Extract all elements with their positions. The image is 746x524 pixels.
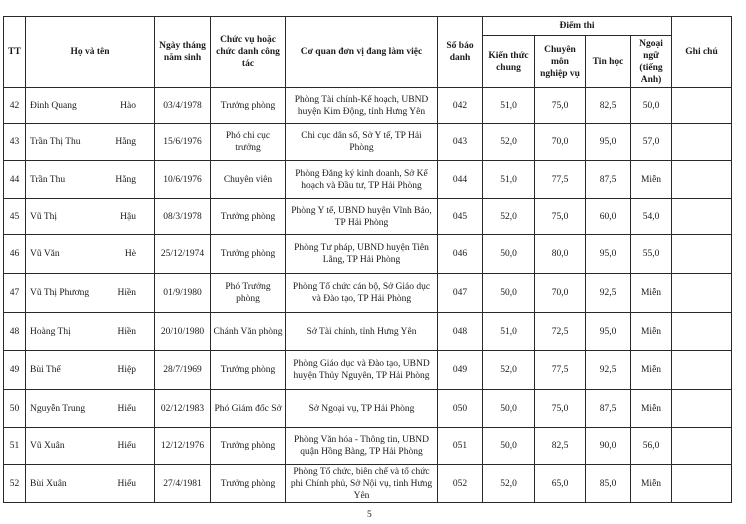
cell-general: 52,0 — [483, 351, 535, 390]
first-name: Hằng — [115, 137, 136, 147]
cell-sbd: 051 — [438, 428, 483, 465]
cell-specialty: 72,5 — [535, 313, 586, 351]
cell-it: 60,0 — [586, 199, 631, 235]
cell-sbd: 045 — [438, 199, 483, 235]
cell-dob: 01/9/1980 — [155, 274, 211, 313]
cell-general: 51,0 — [483, 161, 535, 199]
header-notes: Ghi chú — [672, 17, 732, 88]
cell-general: 50,0 — [483, 274, 535, 313]
cell-note — [672, 124, 732, 161]
cell-specialty: 75,0 — [535, 199, 586, 235]
first-name: Hè — [124, 249, 136, 259]
cell-note — [672, 390, 732, 428]
cell-sbd: 043 — [438, 124, 483, 161]
cell-it: 95,0 — [586, 313, 631, 351]
cell-english: Miễn — [631, 351, 672, 390]
cell-tt: 44 — [4, 161, 26, 199]
last-name: Vũ Văn — [30, 249, 60, 259]
first-name: Hiếu — [117, 441, 136, 451]
cell-tt: 43 — [4, 124, 26, 161]
cell-sbd: 044 — [438, 161, 483, 199]
last-name: Trần Thị Thu — [30, 137, 81, 147]
table-row — [4, 274, 732, 313]
cell-position: Phó Giám đốc Sở — [211, 390, 286, 428]
cell-workplace: Phòng Tổ chức cán bộ, Sở Giáo dục và Đào tạo, TP Hải Phòng — [286, 274, 438, 313]
cell-position: Trưởng phòng — [211, 199, 286, 235]
cell-name — [26, 199, 155, 235]
cell-workplace: Phòng Tổ chức, biên chế và tổ chức phi Chính phủ, Sở Nội vụ, tỉnh Hưng Yên — [286, 465, 438, 503]
last-name: Vũ Thị — [30, 211, 58, 222]
header-tt: TT — [4, 17, 26, 88]
cell-english: 54,0 — [631, 199, 672, 235]
cell-name — [26, 465, 155, 503]
last-name: Nguyễn Trung — [30, 403, 86, 414]
cell-dob: 03/4/1978 — [155, 88, 211, 124]
cell-position: Trưởng phòng — [211, 88, 286, 124]
cell-sbd: 049 — [438, 351, 483, 390]
cell-specialty: 70,0 — [535, 124, 586, 161]
last-name: Vũ Xuân — [30, 441, 65, 451]
cell-note — [672, 274, 732, 313]
header-scores: Điểm thi — [483, 17, 672, 36]
cell-workplace: Phòng Đăng ký kinh doanh, Sở Kế hoạch và Đầu tư, TP Hải Phòng — [286, 161, 438, 199]
cell-workplace: Phòng Tư pháp, UBND huyện Tiên Lãng, TP Hải Phòng — [286, 235, 438, 274]
cell-sbd: 050 — [438, 390, 483, 428]
table-row — [4, 313, 732, 351]
header-name: Họ và tên — [26, 17, 155, 88]
cell-general: 51,0 — [483, 313, 535, 351]
cell-tt: 49 — [4, 351, 26, 390]
cell-it: 87,5 — [586, 161, 631, 199]
first-name: Hiếu — [117, 478, 136, 489]
cell-tt: 47 — [4, 274, 26, 313]
cell-position: Trưởng phòng — [211, 465, 286, 503]
header-position: Chức vụ hoặc chức danh công tác — [211, 17, 286, 88]
cell-workplace: Phòng Tài chính-Kế hoạch, UBND huyện Kim Động, tỉnh Hưng Yên — [286, 88, 438, 124]
cell-sbd: 042 — [438, 88, 483, 124]
cell-english: Miễn — [631, 161, 672, 199]
header-english: Ngoại ngữ (tiếng Anh) — [631, 36, 672, 88]
cell-tt: 51 — [4, 428, 26, 465]
first-name: Hằng — [115, 174, 136, 185]
cell-note — [672, 313, 732, 351]
table-row — [4, 465, 732, 503]
cell-name — [26, 428, 155, 465]
cell-specialty: 70,0 — [535, 274, 586, 313]
cell-position: Trưởng phòng — [211, 351, 286, 390]
last-name: Đinh Quang — [30, 100, 77, 111]
cell-sbd: 046 — [438, 235, 483, 274]
cell-position: Trưởng phòng — [211, 428, 286, 465]
cell-workplace: Sở Ngoại vụ, TP Hải Phòng — [286, 390, 438, 428]
cell-name — [26, 161, 155, 199]
cell-general: 52,0 — [483, 465, 535, 503]
first-name: Hậu — [120, 211, 136, 222]
cell-it: 90,0 — [586, 428, 631, 465]
cell-english: Miễn — [631, 465, 672, 503]
header-dob: Ngày tháng năm sinh — [155, 17, 211, 88]
cell-general: 50,0 — [483, 235, 535, 274]
cell-position: Phó Trưởng phòng — [211, 274, 286, 313]
cell-position: Phó chi cục trưởng — [211, 124, 286, 161]
cell-dob: 27/4/1981 — [155, 465, 211, 503]
cell-workplace: Phòng Giáo dục và Đào tạo, UBND huyện Thủy Nguyên, TP Hải Phòng — [286, 351, 438, 390]
cell-tt: 42 — [4, 88, 26, 124]
cell-specialty: 80,0 — [535, 235, 586, 274]
header-workplace: Cơ quan đơn vị đang làm việc — [286, 17, 438, 88]
table-row — [4, 199, 732, 235]
cell-workplace: Phòng Văn hóa - Thông tin, UBND quận Hồng Bàng, TP Hải Phòng — [286, 428, 438, 465]
cell-it: 82,5 — [586, 88, 631, 124]
cell-it: 95,0 — [586, 124, 631, 161]
cell-name — [26, 313, 155, 351]
cell-note — [672, 428, 732, 465]
cell-dob: 08/3/1978 — [155, 199, 211, 235]
cell-general: 50,0 — [483, 390, 535, 428]
cell-name — [26, 88, 155, 124]
cell-note — [672, 351, 732, 390]
cell-tt: 52 — [4, 465, 26, 503]
cell-workplace: Phòng Y tế, UBND huyện Vĩnh Bảo, TP Hải Phòng — [286, 199, 438, 235]
table-row — [4, 428, 732, 465]
cell-note — [672, 235, 732, 274]
cell-name — [26, 390, 155, 428]
header-sbd: Số báo danh — [438, 17, 483, 88]
cell-english: Miễn — [631, 274, 672, 313]
table-row — [4, 235, 732, 274]
cell-english: Miễn — [631, 390, 672, 428]
cell-english: 50,0 — [631, 88, 672, 124]
header-general: Kiến thức chung — [483, 36, 535, 88]
table-row — [4, 161, 732, 199]
page-number: 5 — [367, 510, 372, 520]
cell-position: Chuyên viên — [211, 161, 286, 199]
cell-sbd: 052 — [438, 465, 483, 503]
last-name: Vũ Thị Phương — [30, 288, 90, 298]
cell-it: 87,5 — [586, 390, 631, 428]
cell-specialty: 77,5 — [535, 161, 586, 199]
cell-dob: 20/10/1980 — [155, 313, 211, 351]
cell-note — [672, 161, 732, 199]
cell-dob: 15/6/1976 — [155, 124, 211, 161]
first-name: Hiệp — [117, 365, 136, 375]
cell-name — [26, 235, 155, 274]
table-row — [4, 351, 732, 390]
table-row — [4, 88, 732, 124]
cell-note — [672, 88, 732, 124]
last-name: Trần Thu — [30, 174, 66, 185]
cell-dob: 10/6/1976 — [155, 161, 211, 199]
cell-workplace: Chi cục dân số, Sở Y tế, TP Hải Phòng — [286, 124, 438, 161]
first-name: Hào — [120, 100, 136, 111]
cell-it: 92,5 — [586, 274, 631, 313]
cell-name — [26, 124, 155, 161]
cell-it: 85,0 — [586, 465, 631, 503]
cell-specialty: 65,0 — [535, 465, 586, 503]
cell-general: 51,0 — [483, 88, 535, 124]
cell-specialty: 75,0 — [535, 88, 586, 124]
cell-it: 95,0 — [586, 235, 631, 274]
cell-workplace: Sở Tài chính, tỉnh Hưng Yên — [286, 313, 438, 351]
cell-tt: 48 — [4, 313, 26, 351]
first-name: Hiền — [117, 288, 136, 298]
cell-it: 92,5 — [586, 351, 631, 390]
cell-specialty: 82,5 — [535, 428, 586, 465]
cell-dob: 25/12/1974 — [155, 235, 211, 274]
cell-dob: 28/7/1969 — [155, 351, 211, 390]
cell-position: Chánh Văn phòng — [211, 313, 286, 351]
cell-general: 52,0 — [483, 124, 535, 161]
cell-specialty: 75,0 — [535, 390, 586, 428]
cell-english: 56,0 — [631, 428, 672, 465]
cell-english: 57,0 — [631, 124, 672, 161]
last-name: Bùi Thế — [30, 365, 61, 375]
header-it: Tin học — [586, 36, 631, 88]
cell-specialty: 77,5 — [535, 351, 586, 390]
cell-sbd: 048 — [438, 313, 483, 351]
cell-name — [26, 274, 155, 313]
cell-general: 50,0 — [483, 428, 535, 465]
cell-note — [672, 465, 732, 503]
last-name: Hoàng Thị — [30, 326, 71, 337]
cell-dob: 02/12/1983 — [155, 390, 211, 428]
cell-name — [26, 351, 155, 390]
cell-english: 55,0 — [631, 235, 672, 274]
cell-dob: 12/12/1976 — [155, 428, 211, 465]
results-table — [3, 16, 732, 503]
header-specialty: Chuyên môn nghiệp vụ — [535, 36, 586, 88]
cell-english: Miễn — [631, 313, 672, 351]
cell-note — [672, 199, 732, 235]
cell-position: Trưởng phòng — [211, 235, 286, 274]
cell-tt: 45 — [4, 199, 26, 235]
cell-sbd: 047 — [438, 274, 483, 313]
cell-tt: 50 — [4, 390, 26, 428]
last-name: Bùi Xuân — [30, 478, 67, 489]
table-row — [4, 390, 732, 428]
first-name: Hiếu — [117, 403, 136, 414]
cell-general: 52,0 — [483, 199, 535, 235]
first-name: Hiền — [117, 326, 136, 337]
cell-tt: 46 — [4, 235, 26, 274]
table-row — [4, 124, 732, 161]
